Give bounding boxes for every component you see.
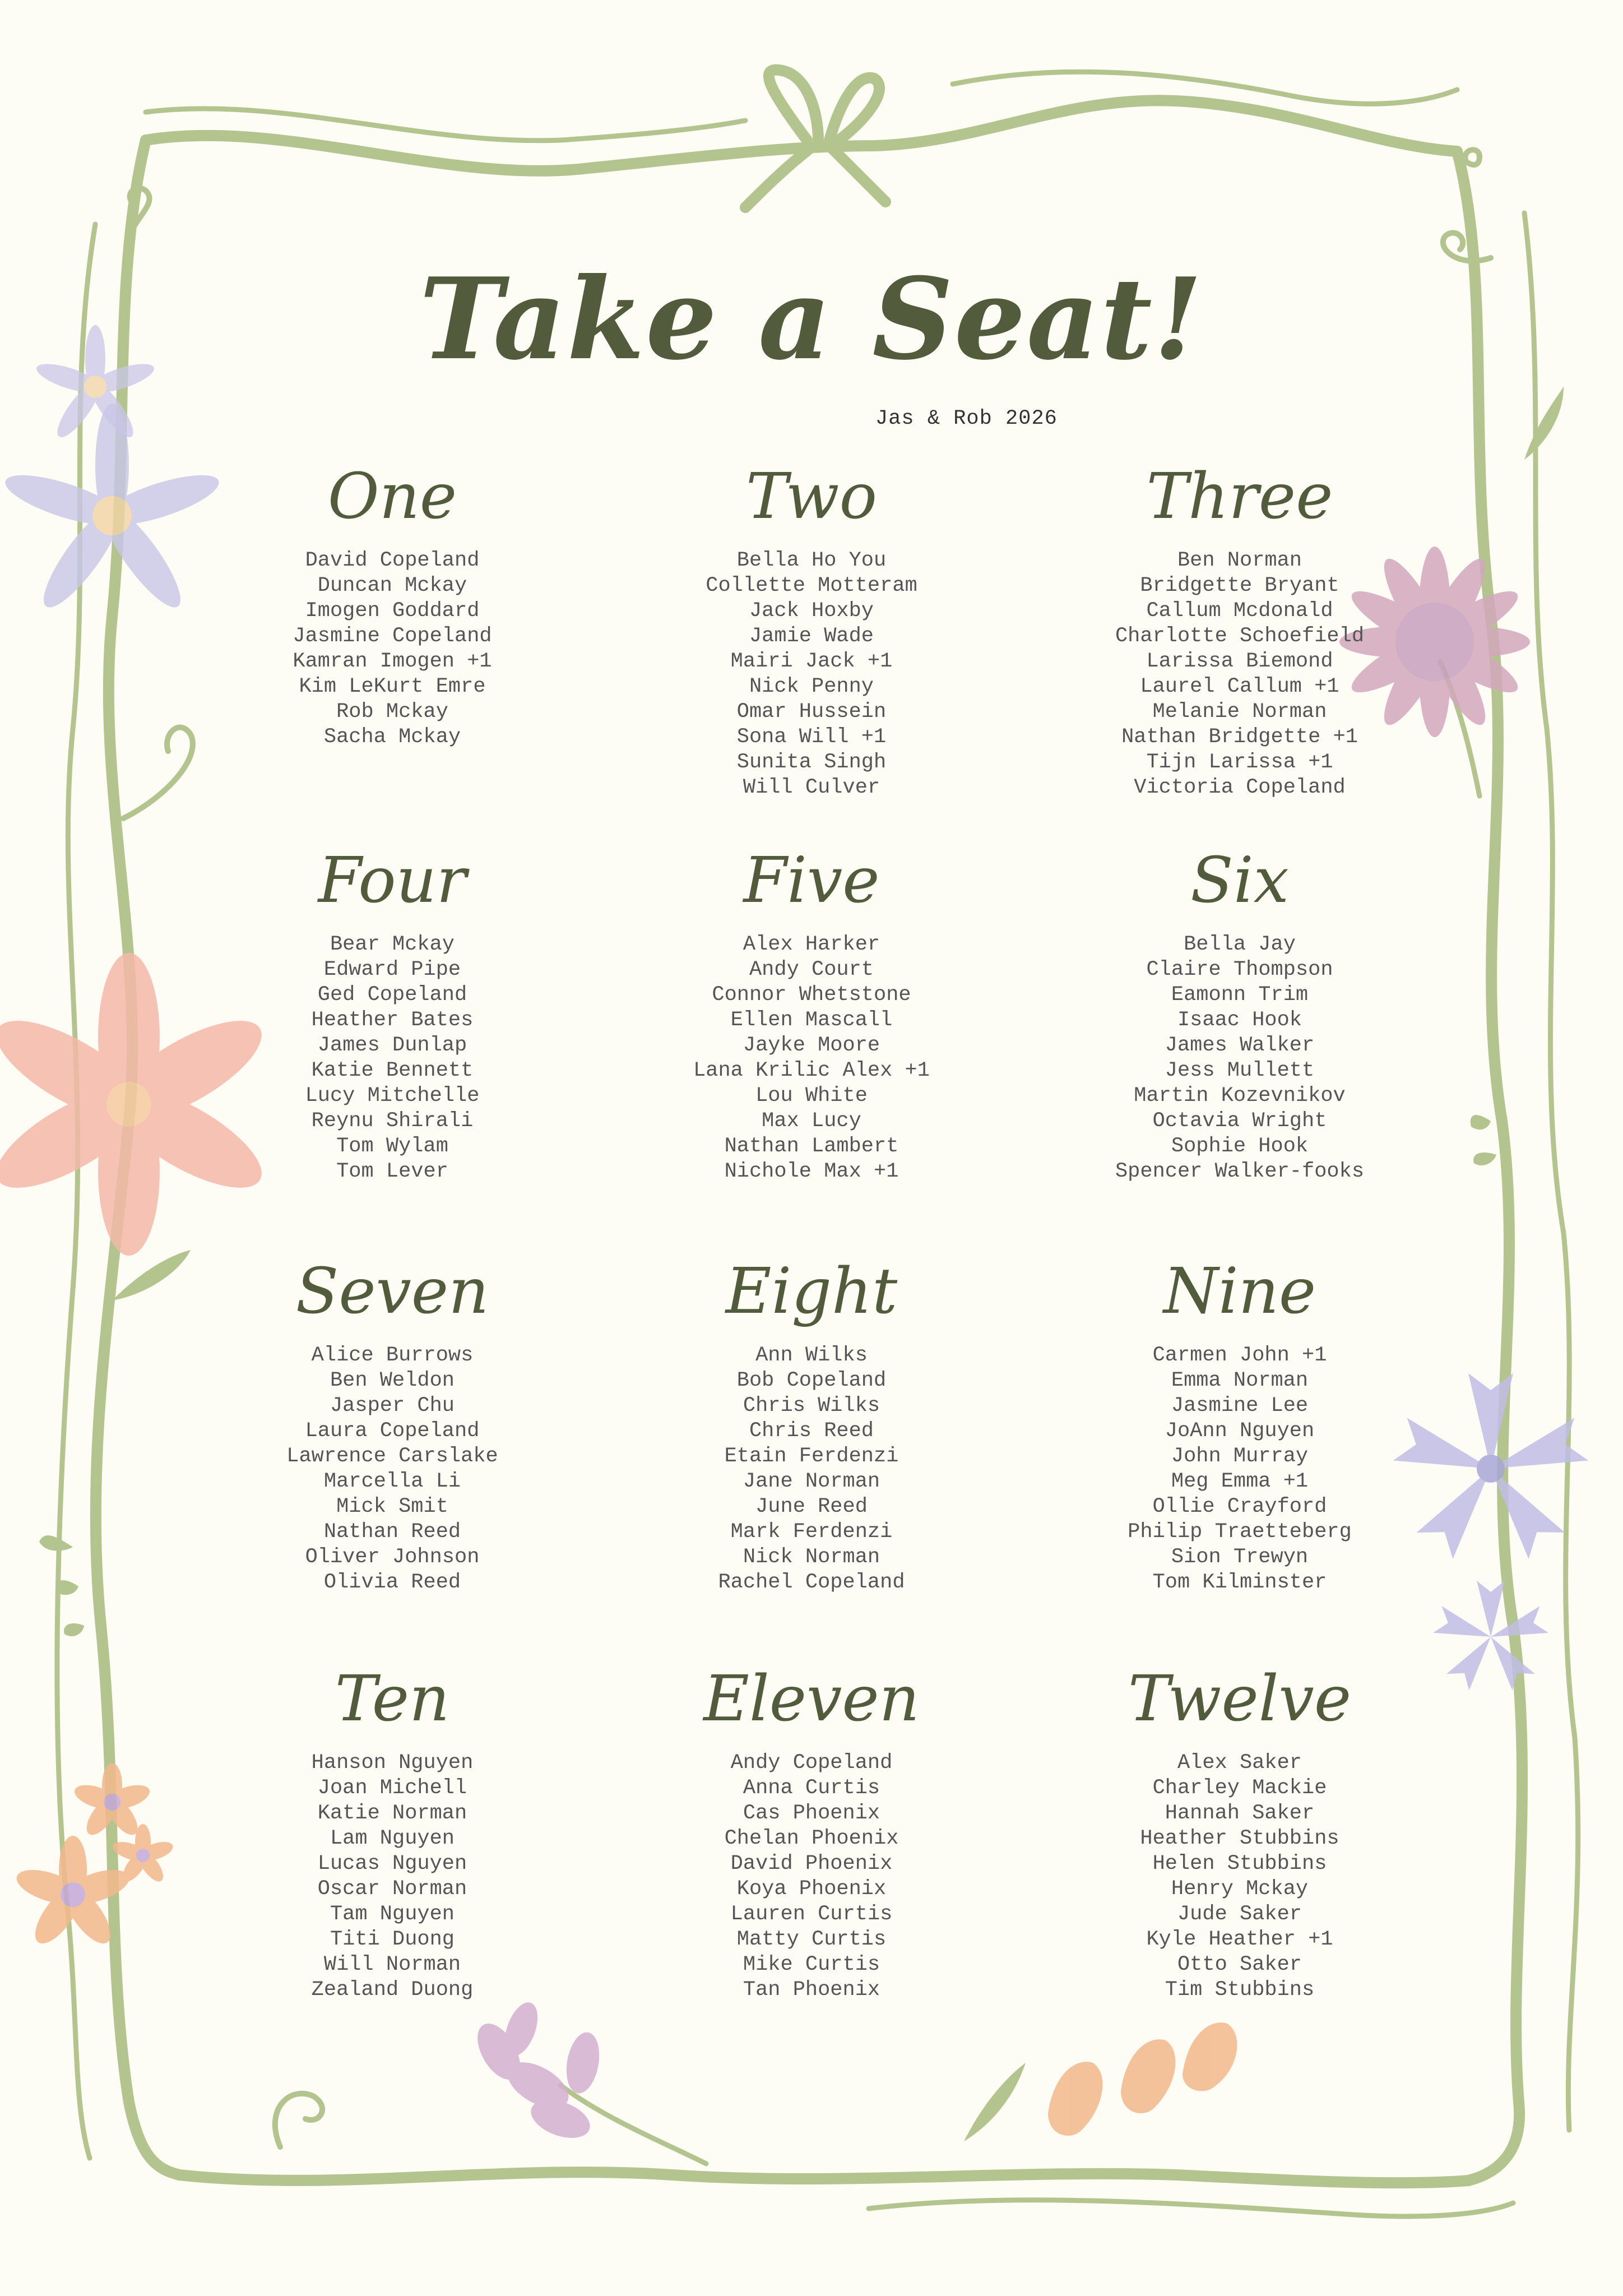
flower-lavender-right-small bbox=[1433, 1581, 1548, 1691]
table-name: Eight bbox=[725, 1255, 898, 1328]
guest-name: Bella Jay bbox=[1184, 933, 1296, 956]
guest-name: Kyle Heather +1 bbox=[1146, 1928, 1333, 1951]
guest-name: Mairi Jack +1 bbox=[730, 650, 893, 673]
flower-lavender-right-large bbox=[1393, 1373, 1588, 1559]
guest-name: Will Culver bbox=[743, 776, 880, 799]
guest-name: Andy Court bbox=[749, 958, 874, 982]
guest-name: Lauren Curtis bbox=[730, 1902, 893, 1926]
table-name: Four bbox=[318, 844, 467, 917]
guest-name: Lucas Nguyen bbox=[317, 1852, 467, 1876]
table-five bbox=[638, 844, 985, 1184]
guest-name: Jasmine Copeland bbox=[293, 624, 492, 648]
guest-name: Nick Penny bbox=[749, 675, 874, 698]
guest-name: Sion Trewyn bbox=[1171, 1545, 1309, 1569]
guest-name: Mike Curtis bbox=[743, 1953, 880, 1976]
guest-name: Heather Bates bbox=[311, 1008, 474, 1032]
table-name: Three bbox=[1146, 460, 1333, 533]
guest-name: Charley Mackie bbox=[1152, 1776, 1327, 1800]
table-name: Seven bbox=[295, 1255, 489, 1328]
guest-name: Duncan Mckay bbox=[317, 574, 467, 598]
guest-name: Etain Ferdenzi bbox=[724, 1445, 899, 1468]
guest-name: Carmen John +1 bbox=[1152, 1344, 1327, 1367]
guest-name: Chris Reed bbox=[749, 1419, 874, 1443]
guest-name: Laura Copeland bbox=[305, 1419, 480, 1443]
table-name: Eleven bbox=[703, 1663, 920, 1735]
guest-name: Nathan Lambert bbox=[724, 1135, 899, 1158]
guest-name: James Dunlap bbox=[317, 1034, 467, 1057]
leaf-right-1 bbox=[1524, 387, 1564, 460]
bow-tail-right bbox=[832, 149, 885, 202]
guest-name: Eamonn Trim bbox=[1171, 983, 1309, 1007]
guest-name: Marcella Li bbox=[323, 1470, 461, 1493]
guest-name: Alex Saker bbox=[1177, 1751, 1302, 1775]
guest-name: Hannah Saker bbox=[1165, 1802, 1315, 1825]
guest-name: Isaac Hook bbox=[1177, 1008, 1302, 1032]
flower-sprigs-bottom bbox=[469, 1998, 604, 2145]
guest-name: Jasper Chu bbox=[330, 1394, 455, 1418]
guest-name: Tan Phoenix bbox=[743, 1978, 880, 2002]
guest-name: Philip Traetteberg bbox=[1128, 1520, 1352, 1544]
leaf-right-3 bbox=[1473, 1152, 1496, 1165]
guest-name: Anna Curtis bbox=[743, 1776, 880, 1800]
table-twelve bbox=[1066, 1663, 1413, 2003]
guest-name: Sacha Mckay bbox=[323, 725, 461, 749]
guest-name: Octavia Wright bbox=[1152, 1109, 1327, 1133]
guest-name: Mark Ferdenzi bbox=[730, 1520, 893, 1544]
guest-name: Helen Stubbins bbox=[1152, 1852, 1327, 1876]
guest-name: Victoria Copeland bbox=[1134, 776, 1346, 799]
guest-name: Henry Mckay bbox=[1171, 1877, 1309, 1901]
table-two bbox=[638, 460, 985, 800]
guest-name: Jayke Moore bbox=[743, 1034, 880, 1057]
vine-curl-left bbox=[123, 728, 193, 818]
guest-name: Cas Phoenix bbox=[743, 1802, 880, 1825]
guest-name: Jess Mullett bbox=[1165, 1059, 1315, 1082]
guest-name: Mick Smit bbox=[336, 1495, 448, 1519]
guest-name: Alice Burrows bbox=[311, 1344, 474, 1367]
leaf-left-3 bbox=[55, 1580, 78, 1595]
guest-name: Emma Norman bbox=[1171, 1369, 1309, 1392]
guest-name: Larissa Biemond bbox=[1146, 650, 1333, 673]
guest-name: Lou White bbox=[755, 1084, 868, 1108]
guest-name: Ellen Mascall bbox=[730, 1008, 893, 1032]
guest-name: Zealand Duong bbox=[311, 1978, 474, 2002]
table-nine bbox=[1066, 1255, 1413, 1595]
table-three bbox=[1066, 460, 1413, 800]
guest-name: JoAnn Nguyen bbox=[1165, 1419, 1315, 1443]
leaf-right-2 bbox=[1471, 1115, 1491, 1130]
table-seven bbox=[219, 1255, 566, 1595]
vine-right bbox=[1457, 151, 1522, 2181]
guest-name: Ben Weldon bbox=[330, 1369, 455, 1392]
guest-name: Kim LeKurt Emre bbox=[299, 675, 486, 698]
leaf-left-2 bbox=[39, 1535, 73, 1550]
guest-name: Jasmine Lee bbox=[1171, 1394, 1309, 1418]
table-name: Ten bbox=[335, 1663, 450, 1735]
guest-name: Nick Norman bbox=[743, 1545, 880, 1569]
guest-name: Will Norman bbox=[323, 1953, 461, 1976]
table-one bbox=[219, 460, 566, 750]
guest-name: Tom Lever bbox=[336, 1160, 448, 1183]
guest-name: Ann Wilks bbox=[755, 1344, 868, 1367]
guest-name: Lana Krilic Alex +1 bbox=[693, 1059, 930, 1082]
guest-name: Charlotte Schoefield bbox=[1115, 624, 1365, 648]
guest-name: Bella Ho You bbox=[736, 549, 887, 572]
guest-name: Tim Stubbins bbox=[1165, 1978, 1315, 2002]
guest-name: Reynu Shirali bbox=[311, 1109, 474, 1133]
guest-name: Nathan Bridgette +1 bbox=[1121, 725, 1358, 749]
table-name: One bbox=[327, 460, 457, 533]
table-four bbox=[219, 844, 566, 1184]
table-six bbox=[1066, 844, 1413, 1184]
guest-name: Hanson Nguyen bbox=[311, 1751, 474, 1775]
guest-name: Katie Norman bbox=[317, 1802, 467, 1825]
table-ten bbox=[219, 1663, 566, 2003]
table-eleven bbox=[638, 1663, 985, 2003]
table-name: Six bbox=[1190, 844, 1289, 917]
guest-name: David Phoenix bbox=[730, 1852, 893, 1876]
guest-name: Lam Nguyen bbox=[330, 1827, 455, 1850]
guest-name: Martin Kozevnikov bbox=[1134, 1084, 1346, 1108]
guest-name: Ged Copeland bbox=[317, 983, 467, 1007]
guest-name: Chris Wilks bbox=[743, 1394, 880, 1418]
table-eight bbox=[638, 1255, 985, 1595]
guest-name: James Walker bbox=[1165, 1034, 1315, 1057]
table-name: Twelve bbox=[1128, 1663, 1352, 1735]
guest-name: Matty Curtis bbox=[736, 1928, 887, 1951]
vine-bottom bbox=[179, 2172, 1468, 2183]
guest-name: Callum Mcdonald bbox=[1146, 599, 1333, 623]
guest-name: Lawrence Carslake bbox=[286, 1445, 498, 1468]
guest-name: David Copeland bbox=[305, 549, 480, 572]
guest-name: Melanie Norman bbox=[1152, 700, 1327, 724]
guest-name: Nathan Reed bbox=[323, 1520, 461, 1544]
table-name: Five bbox=[743, 844, 880, 917]
guest-name: Bob Copeland bbox=[736, 1369, 887, 1392]
leaf-left-1 bbox=[112, 1250, 191, 1300]
guest-name: Alex Harker bbox=[743, 933, 880, 956]
guest-name: Ben Norman bbox=[1177, 549, 1302, 572]
guest-name: Imogen Goddard bbox=[305, 599, 480, 623]
bow-loop-right bbox=[829, 78, 879, 143]
guest-name: John Murray bbox=[1171, 1445, 1309, 1468]
guest-name: Bear Mckay bbox=[330, 933, 455, 956]
vine-right-thin bbox=[1524, 213, 1578, 2130]
guest-name: Edward Pipe bbox=[323, 958, 461, 982]
guest-name: Bridgette Bryant bbox=[1140, 574, 1339, 598]
guest-name: Tom Wylam bbox=[336, 1135, 448, 1158]
guest-name: Katie Bennett bbox=[311, 1059, 474, 1082]
guest-name: Tom Kilminster bbox=[1152, 1571, 1327, 1594]
guest-name: Omar Hussein bbox=[736, 700, 887, 724]
page-subtitle: Jas & Rob 2026 bbox=[875, 407, 1058, 430]
bow-tail-left bbox=[745, 149, 810, 207]
guest-name: Chelan Phoenix bbox=[724, 1827, 899, 1850]
guest-name: Claire Thompson bbox=[1146, 958, 1333, 982]
guest-name: Meg Emma +1 bbox=[1171, 1470, 1309, 1493]
guest-name: Max Lucy bbox=[762, 1109, 861, 1133]
guest-name: Nichole Max +1 bbox=[724, 1160, 899, 1183]
guest-name: Collette Motteram bbox=[706, 574, 917, 598]
table-name: Two bbox=[745, 460, 877, 533]
guest-name: Koya Phoenix bbox=[736, 1877, 887, 1901]
guest-name: Jamie Wade bbox=[749, 624, 874, 648]
guest-name: Lucy Mitchelle bbox=[305, 1084, 480, 1108]
flower-bells-bottom-right bbox=[1048, 2022, 1237, 2136]
guest-name: Rachel Copeland bbox=[718, 1571, 905, 1594]
guest-name: Oscar Norman bbox=[317, 1877, 467, 1901]
guest-name: Spencer Walker-fooks bbox=[1115, 1160, 1365, 1183]
guest-name: Sunita Singh bbox=[736, 751, 887, 774]
guest-name: Kamran Imogen +1 bbox=[293, 650, 492, 673]
guest-name: Laurel Callum +1 bbox=[1140, 675, 1339, 698]
guest-name: Olivia Reed bbox=[323, 1571, 461, 1594]
guest-name: Sona Will +1 bbox=[736, 725, 887, 749]
guest-name: Jane Norman bbox=[743, 1470, 880, 1493]
table-name: Nine bbox=[1163, 1255, 1316, 1328]
page-title: Take a Seat! bbox=[419, 253, 1204, 385]
guest-name: Jack Hoxby bbox=[749, 599, 874, 623]
guest-name: Rob Mckay bbox=[336, 700, 448, 724]
guest-name: Ollie Crayford bbox=[1152, 1495, 1327, 1519]
guest-name: Andy Copeland bbox=[730, 1751, 893, 1775]
guest-name: Tijn Larissa +1 bbox=[1146, 751, 1333, 774]
guest-name: Otto Saker bbox=[1177, 1953, 1302, 1976]
flower-cluster-bottom-left bbox=[12, 1763, 175, 1951]
guest-name: Tam Nguyen bbox=[330, 1902, 455, 1926]
leaf-left-4 bbox=[64, 1623, 84, 1636]
guest-name: June Reed bbox=[755, 1495, 868, 1519]
guest-name: Jude Saker bbox=[1177, 1902, 1302, 1926]
guest-name: Sophie Hook bbox=[1171, 1135, 1309, 1158]
guest-name: Joan Michell bbox=[317, 1776, 467, 1800]
bow-loop-left bbox=[769, 70, 818, 140]
guest-name: Oliver Johnson bbox=[305, 1545, 480, 1569]
vine-bottom-thin bbox=[869, 2200, 1513, 2216]
leaf-bottom bbox=[964, 2063, 1026, 2141]
guest-name: Titi Duong bbox=[330, 1928, 455, 1951]
guest-name: Connor Whetstone bbox=[712, 983, 911, 1007]
guest-name: Heather Stubbins bbox=[1140, 1827, 1339, 1850]
vine-curl-bottom-left bbox=[275, 2094, 322, 2147]
